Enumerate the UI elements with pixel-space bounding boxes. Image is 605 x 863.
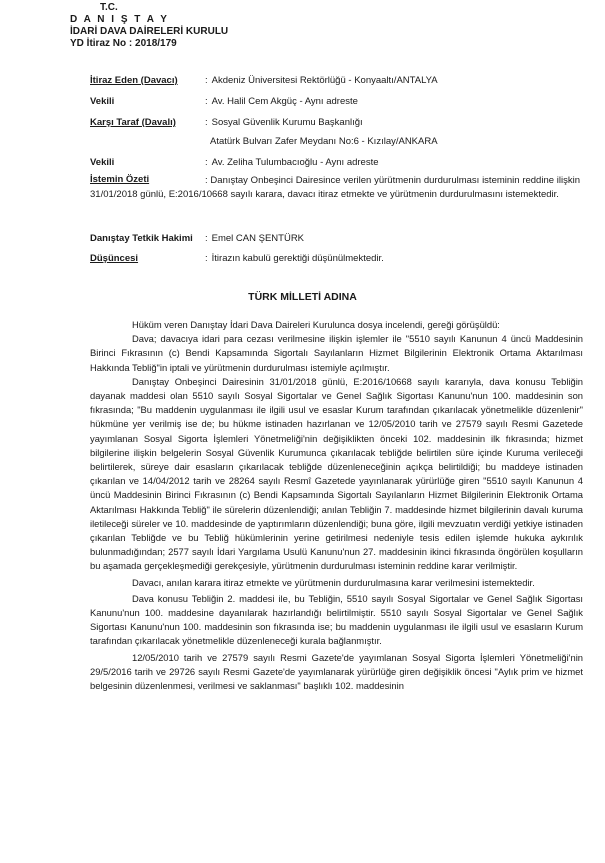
request-summary: : Danıştay Onbeşinci Dairesince verilen yürütmenin durdurulması isteminin reddine ilişkin 31/01/2018 günlü, E:2016/10668 sayılı karara, davacı itiraz etmekte ve yürütmenin durdurulmasını istemektedir. [90,175,581,200]
opinion-label: Düşüncesi [90,253,139,264]
attorney1-value: Av. Halil Cem Akgüç - Aynı adreste [211,96,358,107]
paragraph-2: Dava; davacıya idari para cezası verilmesine ilişkin işlemler ile "5510 sayılı Kanunun 4 üncü Maddesinin Birinci Fıkrasının (c) Bendi Kapsamında Sigortalı Sayılanların Hizmet Bilgilerinin Elektronik Ortama Aktarılması Hakkında Tebliğ"in iptali ve yürütmenin durdurulması istemiyle açılmıştır. [90,333,583,373]
paragraph-6: 12/05/2010 tarih ve 27579 sayılı Resmi Gazete'de yayımlanan Sosyal Sigorta İşlemleri Yönetmeliği'nin 29/5/2016 tarih ve 29726 sayılı Resmi Gazete'de yayımlanarak yürürlüğe giren değişiklik öncesi "Aylık prim ve hizmet belgesinin düzenlenmesi, verilmesi ve saklanması" başlıklı 102. maddesinin [90,651,583,692]
document-header [70,2,228,50]
paragraph-5: Dava konusu Tebliğin 2. maddesi ile, bu Tebliğin, 5510 sayılı Sosyal Sigortalar ve Genel Sağlık Sigortası Kanunu'nun 100. maddesine dayanılarak hazırlandığı belirtilmiştir. 5510 sayılı Sosyal Sigortalar ve Genel Sağlık Sigortası Kanunu'nun 100. maddesinin son fıkrasında ise; bu maddenin uygulanması ile ilgili usul ve esasların Kurum tarafından çıkarılacak yönetmelikle düzenleneceği kurala bağlanmıştır. [90,592,583,647]
respondent-address: Atatürk Bulvarı Zafer Meydanı No:6 - Kızılay/ANKARA [210,136,438,147]
opinion-value: İtirazın kabulü gerektiği düşünülmektedir. [211,253,384,264]
attorney1-label: Vekili [90,96,115,107]
judge-value: Emel CAN ŞENTÜRK [211,233,305,244]
respondent-label: Karşı Taraf (Davalı) [90,117,176,128]
appellant-value: Akdeniz Üniversitesi Rektörlüğü - Konyaaltı/ANTALYA [211,75,438,86]
decision-title: TÜRK MİLLETİ ADINA [248,291,357,303]
appellant-label: İtiraz Eden (Davacı) [90,75,178,86]
attorney2-value: Av. Zeliha Tulumbacıoğlu - Aynı adreste [211,157,379,168]
document-page: T.C. D A N I Ş T A Y İDARİ DAVA DAİRELERİ KURULU YD İtiraz No : 2018/179 İtiraz Eden (Davacı) : Akdeniz Üniversitesi Rektörlüğü - Konyaaltı/ANTALYA Vekili : Av. Halil Cem Akgüç - Aynı adreste Karşı Taraf (Davalı) : Sosyal Güvenlik Kurumu Başkanlığı Atatürk Bulvarı Zafer Meydanı No:6 - Kızılay/ANKARA Vekili : Av. Zeliha Tulumbacıoğlu - Aynı adreste İstemin Özeti : Danıştay Onbeşinci Dairesince verilen yürütmenin durdurulması isteminin reddine ilişkin 31/01/2018 günlü, E:2016/10668 sayılı karara, davacı itiraz etmekte ve yürütmenin durdurulmasını istemektedir. Danıştay Tetkik Hakimi : Emel CAN ŞENTÜRK Düşüncesi : İtirazın kabulü gerektiği düşünülmektedir. TÜRK MİLLETİ ADINA Hüküm veren Danıştay İdari Dava Daireleri Kurulunca dosya incelendi, gereği görüşüldü: Dava; davacıya idari para cezası verilmesine ilişkin işlemler ile "5510 sayılı Kanunun 4 üncü Maddesinin Birinci Fıkrasının (c) Bendi Kapsamında Sigortalı Sayılanların Hizmet Bilgilerinin Elektronik Ortama Aktarılması Hakkında Tebliğ"in iptali ve yürütmenin durdurulması istemiyle açılmıştır. Danıştay Onbeşinci Dairesinin 31/01/2018 günlü, E:2016/10668 sayılı kararıyla, dava konusu Tebliğin dayanak maddesi olan 5510 sayılı Sosyal Sigortalar ve Genel Sağlık Sigortası Kanunu'nun 100. maddesinin son fıkrasında; "Bu maddenin uygulanması ile ilgili usul ve esaslar Kurum tarafından çıkarılacak yönetmelikle düzenlenir" hükmüne yer verilmiş ise de; bu hükme istinaden hazırlanan ve 12/05/2010 tarih ve 27579 sayılı Resmi Gazetede yayımlanan Sosyal Sigorta İşlemleri Yönetmeliği'nin değişiklikten önceki 102. maddesinin ilk fıkrasında; hizmet bilgilerine ilişkin belgelerin Sosyal Güvenlik Kurumunca çıkarılacak tebliğde belirtilen süre içinde Kuruma verileceği belirtilerek, süreye dair esasların çıkarılacak tebliğde düzenleneceğinin açıkça belirtildiği; bu maddeye istinaden çıkarılan ve 14/04/2012 tarih ve 28264 sayılı Resmî Gazetede yayınlanarak yürürlüğe giren "5510 sayılı Kanunun 4 üncü Maddesinin Birinci Fıkrasının (c) Bendi Kapsamında Sigortalı Sayılanların Hizmet Bilgilerinin Elektronik Ortama Aktarılması Hakkında Tebliğ" ile sürelerin düzenlendiği; anılan Tebliğin 7. maddesinde hizmet bilgilerinin davalı kuruma iletileceği süreler ve 10. maddesinde de yaptırımların düzenlendiği; buna göre, ilgili mevzuatın verdiği yetkiye istinaden çıkarılan Tebliğde ve bu Tebliğ hükümlerinin yerine getirilmesi nedeniyle tesis edilen işlemde hukuka aykırılık bulunmadığından; 2577 sayılı İdari Yargılama Usulü Kanunu'nun 27. maddesinin ikinci fıkrasında öngörülen koşulların bu aşamada gerçekleşmediği gerekçesiyle, yürütmenin durdurulması isteminin reddine karar verilmiştir. Davacı, anılan karara itiraz etmekte ve yürütmenin durdurulmasına karar verilmesini istemektedir. Dava konusu Tebliğin 2. maddesi ile, bu Tebliğin, 5510 sayılı Sosyal Sigortalar ve Genel Sağlık Sigortası Kanunu'nun 100. maddesine dayanılarak hazırlandığı belirtilmiştir. 5510 sayılı Sosyal Sigortalar ve Genel Sağlık Sigortası Kanunu'nun 100. maddesinin son fıkrasında ise; bu maddenin uygulanması ile ilgili usul ve esasların Kurum tarafından çıkarılacak yönetmelikle düzenleneceği kurala bağlanmıştır. 12/05/2010 tarih ve 27579 sayılı Resmi Gazete'de yayımlanan Sosyal Sigorta İşlemleri Yönetmeliği'nin 29/5/2016 tarih ve 29726 sayılı Resmi Gazete'de yayımlanarak yürürlüğe giren değişiklik öncesi "Aylık prim ve hizmet belgesinin düzenlenmesi, verilmesi ve saklanması" başlıklı 102. maddesinin [0,0,605,863]
case-number: YD İtiraz No : 2018/179 [70,38,177,49]
paragraph-4: Davacı, anılan karara itiraz etmekte ve yürütmenin durdurulmasına karar verilmesini istemektedir. [132,576,535,588]
request-value: Danıştay Onbeşinci Dairesince verilen yürütmenin durdurulması isteminin reddine ilişkin 31/01/2018 günlü, E:2016/10668 sayılı karara, davacı itiraz etmekte ve yürütmenin durdurulmasını istemektedir. [90,175,581,200]
attorney2-label: Vekili [90,157,115,168]
request-label: İstemin Özeti [90,174,150,185]
decision-body [90,318,583,693]
paragraph-3: Danıştay Onbeşinci Dairesinin 31/01/2018 günlü, E:2016/10668 sayılı kararıyla, dava konusu Tebliğin dayanak maddesi olan 5510 sayılı Sosyal Sigortalar ve Genel Sağlık Sigortası Kanunu'nun 100. maddesinin son fıkrasında; "Bu maddenin uygulanması ile ilgili usul ve esaslar Kurum tarafından çıkarılacak yönetmelikle düzenlenir" hükmüne yer verilmiş ise de; bu hükme istinaden hazırlanan ve 12/05/2010 tarih ve 27579 sayılı Resmi Gazetede yayımlanan Sosyal Sigorta İşlemleri Yönetmeliği'nin değişiklikten önceki 102. maddesinin ilk fıkrasında; hizmet bilgilerine ilişkin belgelerin Sosyal Güvenlik Kurumunca çıkarılacak tebliğde belirtilen süre içinde Kuruma verileceği belirtilerek, süreye dair esasların çıkarılacak tebliğde düzenleneceğinin açıkça belirtildiği; bu maddeye istinaden çıkarılan ve 14/04/2012 tarih ve 28264 sayılı Resmî Gazetede yayınlanarak yürürlüğe giren "5510 sayılı Kanunun 4 üncü Maddesinin Birinci Fıkrasının (c) Bendi Kapsamında Sigortalı Sayılanların Hizmet Bilgilerinin Elektronik Ortama Aktarılması Hakkında Tebliğ" ile sürelerin düzenlendiği; anılan Tebliğin 7. maddesinde hizmet bilgilerinin davalı kuruma iletileceği süreler ve 10. maddesinde de yaptırımların düzenlendiği; buna göre, ilgili mevzuatın verdiği yetkiye istinaden çıkarılan Tebliğde ve bu Tebliğ hükümlerinin yerine getirilmesi nedeniyle tesis edilen işlemde hukuka aykırılık bulunmadığından; 2577 sayılı İdari Yargılama Usulü Kanunu'nun 27. maddesinin ikinci fıkrasında öngörülen koşulların bu aşamada gerçekleşmediği gerekçesiyle, yürütmenin durdurulması isteminin reddine karar verilmiştir. [90,375,583,572]
tc-label: T.C. [100,2,118,13]
court-name: D A N I Ş T A Y [70,14,169,25]
paragraph-1: Hüküm veren Danıştay İdari Dava Daireleri Kurulunca dosya incelendi, gereği görüşüldü: [132,319,500,330]
respondent-value: Sosyal Güvenlik Kurumu Başkanlığı [211,117,363,128]
board-name: İDARİ DAVA DAİRELERİ KURULU [70,26,229,37]
judge-label: Danıştay Tetkik Hakimi [90,233,193,244]
